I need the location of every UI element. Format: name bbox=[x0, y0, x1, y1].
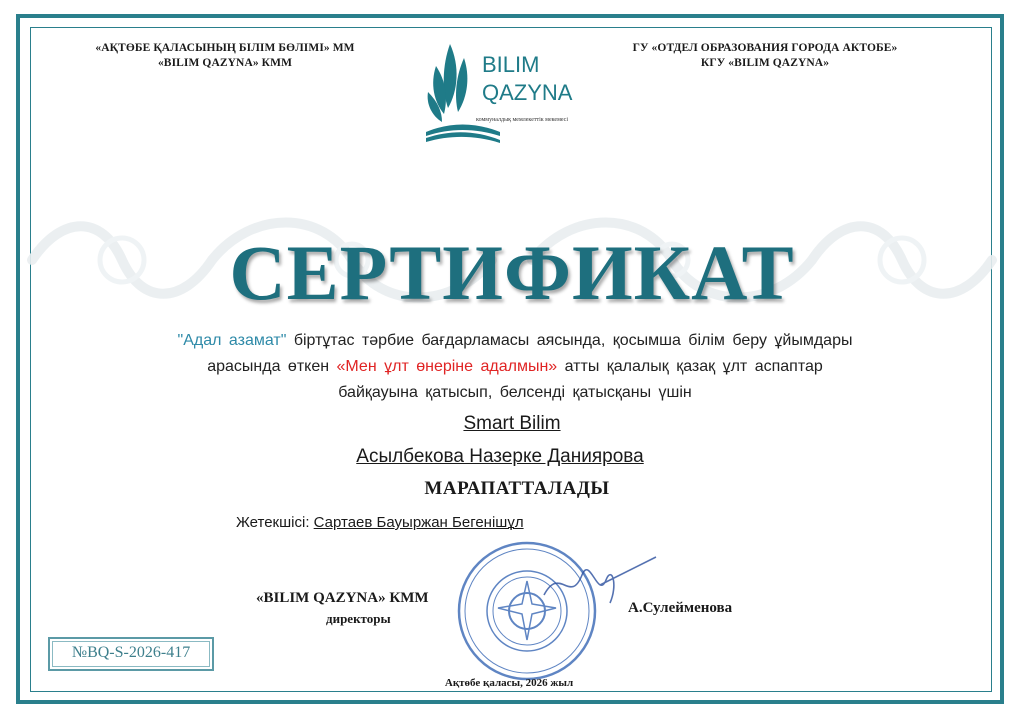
signer-name: А.Сулейменова bbox=[628, 600, 733, 616]
leader-line bbox=[236, 514, 524, 531]
award-word: МАРАПАТТАЛАДЫ bbox=[424, 478, 610, 499]
director-organization: «BILIM QAZYNA» КММ bbox=[256, 590, 429, 606]
logo-line2: QAZYNA bbox=[482, 80, 573, 105]
header-left bbox=[60, 41, 390, 71]
body-part1: біртұтас тәрбие бағдарламасы аясында, қосымша білім беру ұйымдары арасында өткен bbox=[207, 332, 853, 375]
bilim-qazyna-logo bbox=[420, 36, 600, 146]
leader-label: Жетекшісі: bbox=[236, 514, 314, 531]
registration-number-inner-border bbox=[52, 641, 210, 667]
organization-name: Smart Bilim bbox=[463, 413, 561, 434]
certificate-title: СЕРТИФИКАТ bbox=[229, 229, 795, 316]
header-right bbox=[590, 41, 940, 71]
leader-name: Сартаев Бауыржан Бегенішұл bbox=[313, 514, 524, 531]
logo-tagline: коммуналдық мемлекеттік мекемесі bbox=[476, 117, 569, 123]
certificate-body bbox=[170, 328, 860, 406]
registration-number-box bbox=[48, 637, 214, 671]
header-right-line2: КГУ «BILIM QAZYNA» bbox=[700, 57, 830, 69]
header-right-line1: ГУ «ОТДЕЛ ОБРАЗОВАНИЯ ГОРОДА АКТОБЕ» bbox=[632, 42, 898, 54]
contest-name: «Мен ұлт өнеріне адалмын» bbox=[336, 358, 558, 375]
registration-number: №BQ-S-2026-417 bbox=[71, 644, 191, 661]
header-left-line1: «АҚТӨБЕ ҚАЛАСЫНЫҢ БІЛІМ БӨЛІМІ» ММ bbox=[95, 42, 355, 54]
program-name: "Адал азамат" bbox=[177, 332, 287, 349]
logo-line1: BILIM bbox=[482, 52, 540, 77]
recipient-name: Асылбекова Назерке Даниярова bbox=[356, 446, 644, 467]
header-left-line2: «BILIM QAZYNA» КММ bbox=[157, 57, 293, 69]
footer-place-year: Ақтөбе қаласы, 2026 жыл bbox=[444, 677, 574, 689]
director-title: директоры bbox=[326, 611, 391, 626]
body-part2: атты қалалық қазақ ұлт аспаптар байқауына қатысып, белсенді қатысқаны үшін bbox=[338, 358, 823, 401]
